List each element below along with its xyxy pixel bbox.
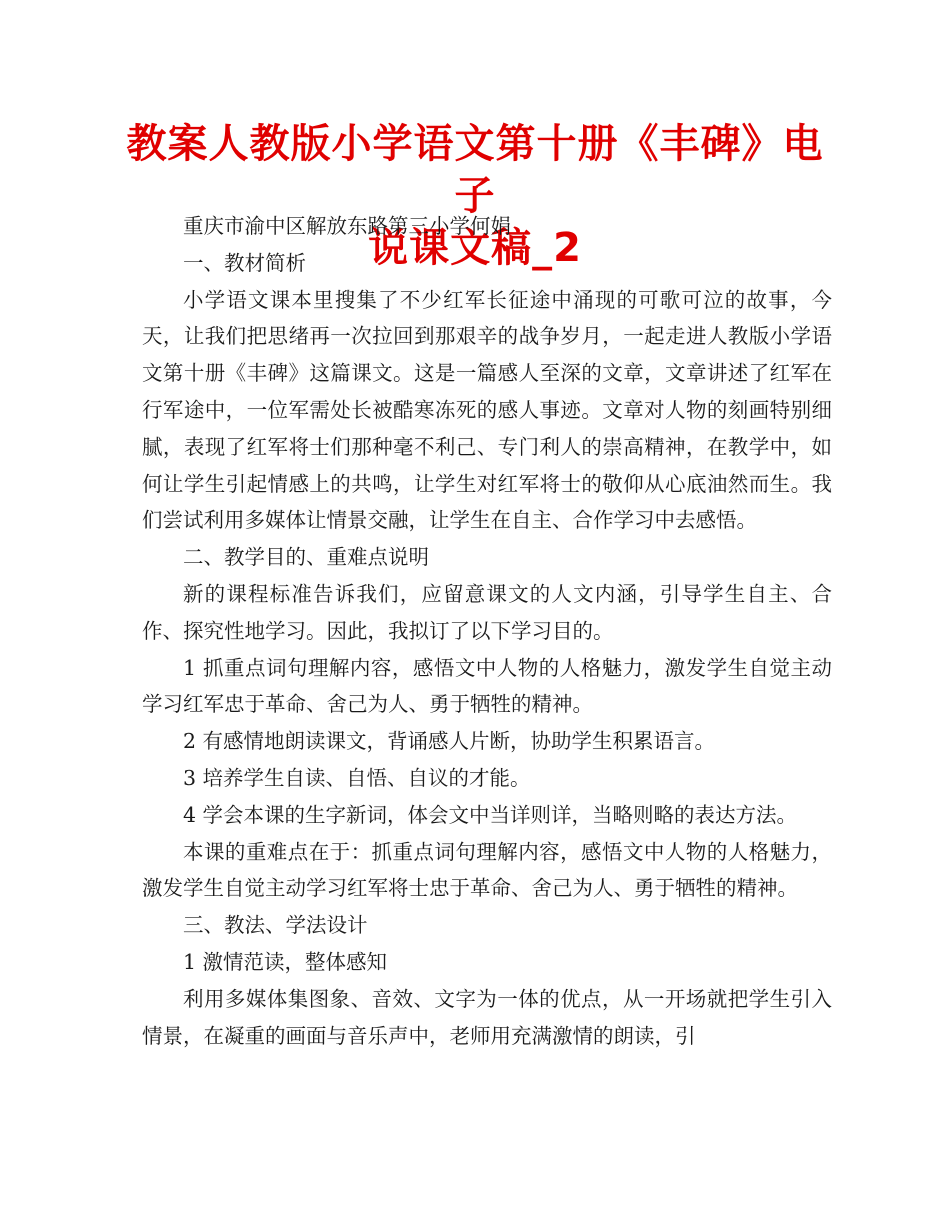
list-item: 2 有感情地朗读课文，背诵感人片断，协助学生积累语言。 (183, 729, 716, 754)
document-body (142, 208, 832, 1054)
paragraph: 利用多媒体集图象、音效、文字为一体的优点，从一开场就把学生引入情景，在凝重的画面与音乐声中，老师用充满激情的朗读，引 (142, 986, 832, 1048)
section-heading: 一、教材简析 (183, 250, 306, 275)
section-heading: 二、教学目的、重难点说明 (183, 545, 429, 570)
paragraph: 新的课程标准告诉我们，应留意课文的人文内涵，引导学生自主、合作、探究性地学习。因此，我拟订了以下学习目的。 (142, 581, 832, 643)
author-line: 重庆市渝中区解放东路第三小学何娟 (183, 214, 511, 238)
list-item: 4 学会本课的生字新词，体会文中当详则详，当略则略的表达方法。 (183, 802, 798, 827)
list-item: 3 培养学生自读、自悟、自议的才能。 (183, 765, 531, 790)
title-line-1: 教案人教版小学语文第十册《丰碑》电子 (126, 121, 824, 219)
title-line-2: 说课文稿_2 (368, 225, 582, 271)
subheading: 1 激情范读，整体感知 (183, 949, 388, 974)
paragraph: 本课的重难点在于：抓重点词句理解内容，感悟文中人物的人格魅力，激发学生自觉主动学习红军将士忠于革命、舍己为人、勇于牺牲的精神。 (142, 839, 832, 901)
section-heading: 三、教法、学法设计 (183, 913, 368, 938)
list-item: 1 抓重点词句理解内容，感悟文中人物的人格魅力，激发学生自觉主动学习红军忠于革命、舍己为人、勇于牺牲的精神。 (142, 655, 832, 717)
paragraph: 小学语文课本里搜集了不少红军长征途中涌现的可歌可泣的故事，今天，让我们把思绪再一次拉回到那艰辛的战争岁月，一起走进人教版小学语文第十册《丰碑》这篇课文。这是一篇感人至深的文章，文章讲述了红军在行军途中，一位军需处长被酷寒冻死的感人事迹。文章对人物的刻画特别细腻，表现了红军将士们那种毫不利己、专门利人的崇高精神，在教学中，如何让学生引起情感上的共鸣，让学生对红军将士的敬仰从心底油然而生。我们尝试利用多媒体让情景交融，让学生在自主、合作学习中去感悟。 (142, 287, 832, 533)
